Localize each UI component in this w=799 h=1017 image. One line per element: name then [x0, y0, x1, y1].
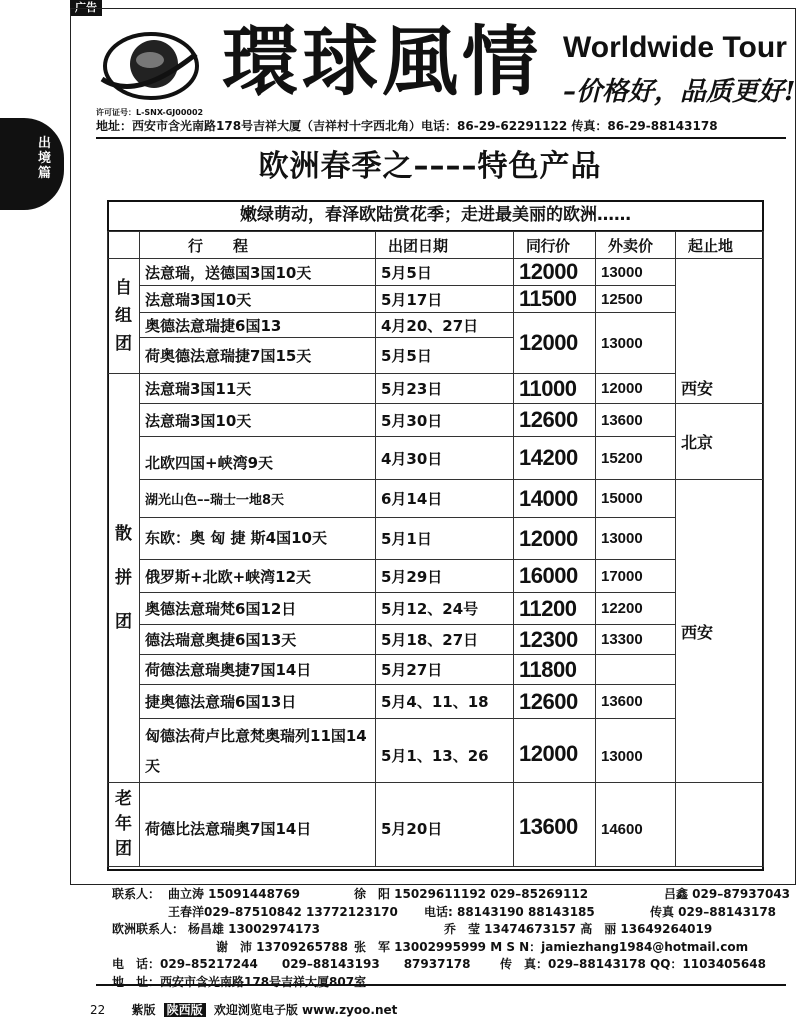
- contact-fax-qq: 传 真：029–88143178 QQ：1103405648: [500, 957, 766, 971]
- route-cell: 荷德比法意瑞奥7国14日: [140, 783, 376, 867]
- peer-price-cell: 16000: [514, 560, 596, 593]
- contact-entry: 传真 029–88143178: [650, 904, 777, 919]
- retail-price-cell: 12000: [596, 374, 676, 404]
- contact-entry: 王春洋029–87510842 13772123170: [168, 904, 398, 919]
- col-header-departure: 起止地: [676, 232, 764, 259]
- retail-price-cell: 13000: [596, 313, 676, 374]
- retail-price-cell: 12500: [596, 286, 676, 313]
- departure-cell-empty: [676, 783, 764, 867]
- retail-price-cell: 15200: [596, 437, 676, 480]
- peer-price-cell: 12000: [514, 518, 596, 560]
- retail-price-cell: 13300: [596, 625, 676, 655]
- col-header-route: 行 程: [140, 232, 376, 259]
- table-row: [108, 437, 764, 480]
- peer-price-cell: 14200: [514, 437, 596, 480]
- route-cell: 匈德法荷卢比意梵奥瑞列11国14天: [140, 719, 376, 783]
- route-cell: 法意瑞3国10天: [140, 286, 376, 313]
- contact-entry: 谢 沛 13709265788: [216, 939, 349, 954]
- peer-price-cell: 11000: [514, 374, 596, 404]
- departure-cell-xian: 西安: [676, 259, 764, 404]
- table-row: [108, 560, 764, 593]
- route-cell: 荷德法意瑞奥捷7国14日: [140, 655, 376, 685]
- contacts-label-europe: 欧洲联系人：: [112, 922, 185, 936]
- col-header-retail-price: 外卖价: [596, 232, 676, 259]
- peer-price-cell: 12300: [514, 625, 596, 655]
- route-cell: 荷奥德法意瑞捷7国15天: [140, 338, 376, 374]
- col-header-date: 出团日期: [376, 232, 514, 259]
- group-header-empty: [108, 232, 140, 259]
- date-cell: 5月1、13、26: [376, 719, 514, 783]
- edition-label: 紫版: [131, 1003, 156, 1017]
- contacts-row: [98, 904, 788, 922]
- route-cell: 奥德法意瑞捷6国13: [140, 313, 376, 338]
- peer-price-cell: 11200: [514, 593, 596, 625]
- retail-price-cell: 13000: [596, 719, 676, 783]
- section-tab: [0, 118, 64, 210]
- peer-price-cell: 14000: [514, 480, 596, 518]
- date-cell: 5月29日: [376, 560, 514, 593]
- tour-table: [107, 231, 764, 867]
- contacts-row: [98, 956, 788, 974]
- peer-price-cell: 12000: [514, 259, 596, 286]
- table-row: [108, 286, 764, 313]
- brand-slogan: –价格好，品质更好!: [563, 77, 796, 107]
- date-cell: 5月23日: [376, 374, 514, 404]
- contact-entry: 徐 阳 15029611192 029–85269112: [354, 887, 589, 901]
- table-row: [108, 374, 764, 404]
- retail-price-cell: [596, 655, 676, 685]
- table-row: [108, 685, 764, 719]
- contacts-row: [98, 886, 791, 904]
- route-cell: 捷奥德法意瑞6国13日: [140, 685, 376, 719]
- ad-label: 广告: [70, 0, 102, 16]
- date-cell: 4月20、27日: [376, 313, 514, 338]
- route-cell: 俄罗斯+北欧+峡湾12天: [140, 560, 376, 593]
- table-row: [108, 783, 764, 867]
- agency-address: 地址：西安市含光南路178号吉祥大厦（吉祥村十字西北角）电话：86-29-62291122 传真：86-29-88143178: [96, 119, 718, 133]
- table-row: [108, 480, 764, 518]
- table-header-row: [108, 232, 764, 259]
- route-cell: 法意瑞，送德国3国10天: [140, 259, 376, 286]
- footer-divider: [96, 984, 786, 986]
- date-cell: 5月30日: [376, 404, 514, 437]
- peer-price-cell: 12000: [514, 719, 596, 783]
- date-cell: 6月14日: [376, 480, 514, 518]
- departure-cell-beijing: 北京: [676, 404, 764, 480]
- date-cell: 5月20日: [376, 783, 514, 867]
- license-number: 许可证号：L-SNX-GJ00002: [96, 108, 204, 117]
- contact-entry: 吕鑫 029–87937043: [664, 887, 791, 901]
- retail-price-cell: 17000: [596, 560, 676, 593]
- group-label-senior-tour: 老 年 团: [108, 783, 140, 867]
- page-footer: [90, 1001, 397, 1017]
- peer-price-cell: 12600: [514, 404, 596, 437]
- footer-website[interactable]: 欢迎浏览电子版 www.zyoo.net: [213, 1003, 398, 1017]
- date-cell: 5月5日: [376, 338, 514, 374]
- route-cell: 北欧四国+峡湾9天: [140, 437, 376, 480]
- brand-name-en: Worldwide Tour: [563, 31, 787, 64]
- tour-subtitle: 嫩绿萌动，春泽欧陆赏花季；走进最美丽的欧洲……: [240, 205, 631, 225]
- date-cell: 4月30日: [376, 437, 514, 480]
- date-cell: 5月4、11、18: [376, 685, 514, 719]
- col-header-peer-price: 同行价: [514, 232, 596, 259]
- retail-price-cell: 13000: [596, 259, 676, 286]
- group-label-self-organized: 自 组 团: [108, 259, 140, 374]
- globe-logo-icon: [96, 24, 206, 104]
- contact-entry: 杨昌雄 13002974173: [188, 922, 321, 936]
- contacts-row: [98, 974, 788, 992]
- route-cell: 德法瑞意奥捷6国13天: [140, 625, 376, 655]
- departure-cell-xian: 西安: [676, 480, 764, 783]
- contact-address: 地 址：西安市含光南路178号吉祥大厦807室: [112, 974, 367, 989]
- page-title: 欧洲春季之––––特色产品: [258, 149, 602, 184]
- route-cell: 湖光山色––瑞士一地8天: [140, 480, 376, 518]
- route-cell: 东欧：奥 匈 捷 斯4国10天: [140, 518, 376, 560]
- retail-price-cell: 13600: [596, 404, 676, 437]
- page-number: 22: [90, 1003, 106, 1017]
- table-row: [108, 593, 764, 625]
- date-cell: 5月27日: [376, 655, 514, 685]
- peer-price-cell: 11800: [514, 655, 596, 685]
- peer-price-cell: 11500: [514, 286, 596, 313]
- contacts-row: [98, 921, 788, 939]
- peer-price-cell: 12000: [514, 313, 596, 374]
- route-cell: 法意瑞3国10天: [140, 404, 376, 437]
- route-cell: 奥德法意瑞梵6国12日: [140, 593, 376, 625]
- date-cell: 5月12、24号: [376, 593, 514, 625]
- table-row: [108, 655, 764, 685]
- retail-price-cell: 13000: [596, 518, 676, 560]
- date-cell: 5月1日: [376, 518, 514, 560]
- contact-tel: 电 话：029–85217244 029–88143193 87937178: [112, 957, 471, 971]
- brand-name-cn: 環球風情: [222, 17, 542, 106]
- date-cell: 5月18、27日: [376, 625, 514, 655]
- section-tab-char: 境: [38, 151, 52, 166]
- table-row: [108, 719, 764, 783]
- section-tab-char: 出: [38, 136, 52, 151]
- edition-badge: 陕西版: [164, 1003, 206, 1017]
- contact-entry: 电话: 88143190 88143185: [424, 904, 595, 919]
- table-row: [108, 259, 764, 286]
- contacts-block: [98, 886, 791, 991]
- contact-entry: 乔 莹 13474673157 高 丽 13649264019: [444, 922, 713, 936]
- table-row: [108, 404, 764, 437]
- contacts-label: 联系人：: [112, 887, 161, 901]
- peer-price-cell: 13600: [514, 783, 596, 867]
- date-cell: 5月17日: [376, 286, 514, 313]
- section-tab-char: 篇: [38, 166, 52, 181]
- group-label-joined-tour: 散 拼 团: [108, 374, 140, 783]
- retail-price-cell: 14600: [596, 783, 676, 867]
- table-row: [108, 625, 764, 655]
- contact-entry: 曲立涛 15091448769: [168, 887, 301, 901]
- table-row: [108, 518, 764, 560]
- retail-price-cell: 12200: [596, 593, 676, 625]
- retail-price-cell: 15000: [596, 480, 676, 518]
- contacts-row: [98, 939, 788, 957]
- table-row: [108, 313, 764, 338]
- route-cell: 法意瑞3国11天: [140, 374, 376, 404]
- contact-entry: 张 军 13002995999 M S N：jamiezhang1984@hotmail.com: [354, 939, 749, 954]
- peer-price-cell: 12600: [514, 685, 596, 719]
- header-divider: [96, 137, 786, 139]
- date-cell: 5月5日: [376, 259, 514, 286]
- retail-price-cell: 13600: [596, 685, 676, 719]
